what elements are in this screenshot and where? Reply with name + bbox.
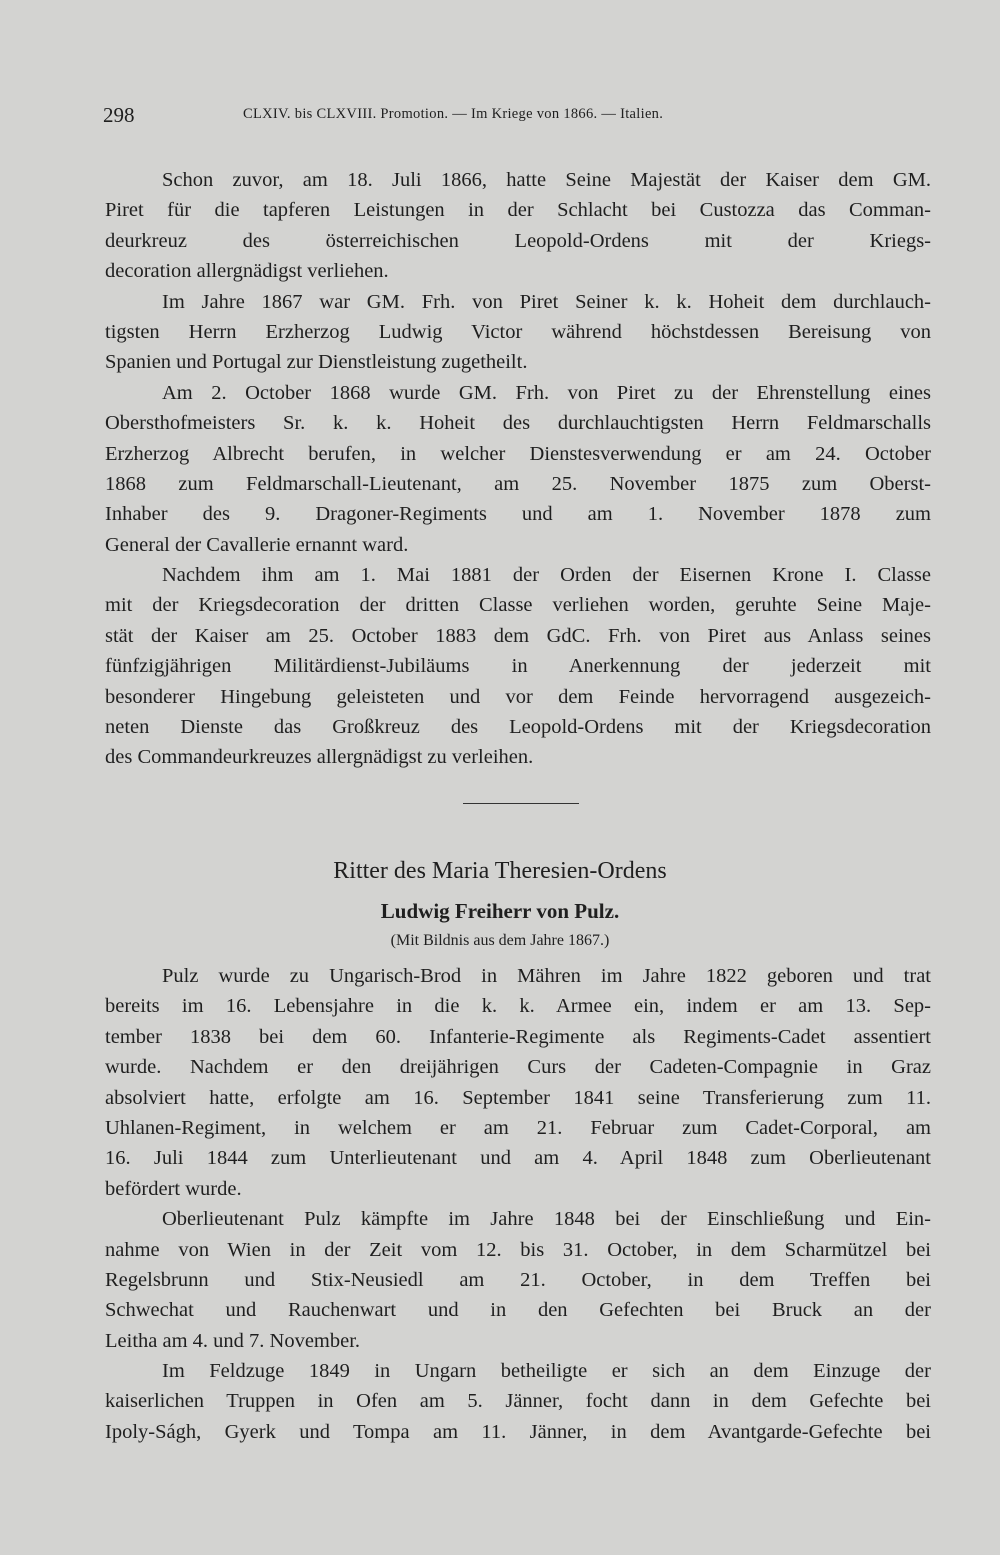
text-line: 1868 zum Feldmarschall-Lieutenant, am 25. November 1875 zum Oberst- — [105, 472, 931, 495]
text-line: mit der Kriegsdecoration der dritten Classe verliehen worden, geruhte Seine Maje- — [105, 594, 931, 617]
text-line: besonderer Hingebung geleisteten und vor dem Feinde hervorragend ausgezeich- — [105, 685, 931, 708]
section-piret-text — [105, 165, 931, 773]
page-number: 298 — [103, 103, 135, 127]
text-line: stät der Kaiser am 25. October 1883 dem GdC. Frh. von Piret aus Anlass seines — [105, 624, 931, 647]
text-line: Obersthofmeisters Sr. k. k. Hoheit des durchlauchtigsten Herrn Feldmarschalls — [105, 412, 931, 435]
text-line: Spanien und Portugal zur Dienstleistung zugetheilt. — [105, 351, 528, 374]
text-line: tigsten Herrn Erzherzog Ludwig Victor während höchstdessen Bereisung von — [105, 320, 931, 343]
text-line: Schon zuvor, am 18. Juli 1866, hatte Seine Majestät der Kaiser dem GM. — [162, 169, 931, 191]
text-line: deurkreuz des österreichischen Leopold-Ordens mit der Kriegs- — [105, 229, 931, 252]
text-line: wurde. Nachdem er den dreijährigen Curs der Cadeten-Compagnie in Graz — [105, 1056, 931, 1079]
text-line: Im Feldzuge 1849 in Ungarn betheiligte er sich an dem Einzuge der — [162, 1360, 931, 1383]
text-line: Nachdem ihm am 1. Mai 1881 der Orden der Eisernen Krone I. Classe — [162, 564, 931, 587]
text-line: Uhlanen-Regiment, in welchem er am 21. Februar zum Cadet-Corporal, am — [105, 1116, 931, 1139]
text-line: Am 2. October 1868 wurde GM. Frh. von Piret zu der Ehrenstellung eines — [162, 381, 931, 404]
text-line: Im Jahre 1867 war GM. Frh. von Piret Seiner k. k. Hoheit dem durchlauch- — [162, 290, 931, 313]
text-line: Regelsbrunn und Stix-Neusiedl am 21. October, in dem Treffen bei — [105, 1268, 931, 1291]
text-line: Piret für die tapferen Leistungen in der Schlacht bei Custozza das Comman- — [105, 199, 931, 222]
text-line: des Commandeurkreuzes allergnädigst zu verleihen. — [105, 746, 534, 769]
text-line: Inhaber des 9. Dragoner-Regiments und am 1. November 1878 zum — [105, 503, 931, 526]
text-line: 16. Juli 1844 zum Unterlieutenant und am 4. April 1848 zum Oberlieutenant — [105, 1147, 931, 1170]
section-divider — [463, 803, 579, 804]
person-name-heading: Ludwig Freiherr von Pulz. — [380, 899, 620, 923]
text-line: Schwechat und Rauchenwart und in den Gefechten bei Bruck an der — [105, 1299, 931, 1322]
running-title: CLXIV. bis CLXVIII. Promotion. — Im Kriege von 1866. — Italien. — [243, 106, 664, 122]
text-line: neten Dienste das Großkreuz des Leopold-Ordens mit der Kriegsdecoration — [105, 716, 931, 739]
text-line: fünfzigjährigen Militärdienst-Jubiläums in Anerkennung der jederzeit mit — [105, 655, 931, 678]
text-line: General der Cavallerie ernannt ward. — [105, 533, 409, 556]
text-line: decoration allergnädigst verliehen. — [105, 260, 389, 283]
page-header — [103, 103, 933, 127]
text-line: Pulz wurde zu Ungarisch-Brod in Mähren im Jahre 1822 geboren und trat — [162, 965, 931, 987]
text-line: bereits im 16. Lebensjahre in die k. k. Armee ein, indem er am 13. Sep- — [105, 995, 931, 1018]
text-line: befördert wurde. — [105, 1177, 242, 1200]
text-line: absolviert hatte, erfolgte am 16. September 1841 seine Transferierung zum 11. — [105, 1086, 931, 1109]
text-line: Leitha am 4. und 7. November. — [105, 1329, 361, 1352]
portrait-note: (Mit Bildnis aus dem Jahre 1867.) — [390, 932, 610, 949]
text-line: nahme von Wien in der Zeit vom 12. bis 31. October, in dem Scharmützel bei — [105, 1238, 931, 1261]
text-line: Oberlieutenant Pulz kämpfte im Jahre 1848 bei der Einschließung und Ein- — [162, 1208, 931, 1231]
section-pulz-text — [105, 961, 931, 1447]
text-line: Ipoly-Ságh, Gyerk und Tompa am 11. Jänner, in dem Avantgarde-Gefechte bei — [105, 1420, 931, 1443]
text-line: kaiserlichen Truppen in Ofen am 5. Jänner, focht dann in dem Gefechte bei — [105, 1390, 931, 1413]
text-line: tember 1838 bei dem 60. Infanterie-Regimente als Regiments-Cadet assentiert — [105, 1025, 931, 1048]
text-line: Erzherzog Albrecht berufen, in welcher Dienstesverwendung er am 24. October — [105, 442, 931, 465]
section-title: Ritter des Maria Theresien-Ordens — [333, 858, 667, 884]
